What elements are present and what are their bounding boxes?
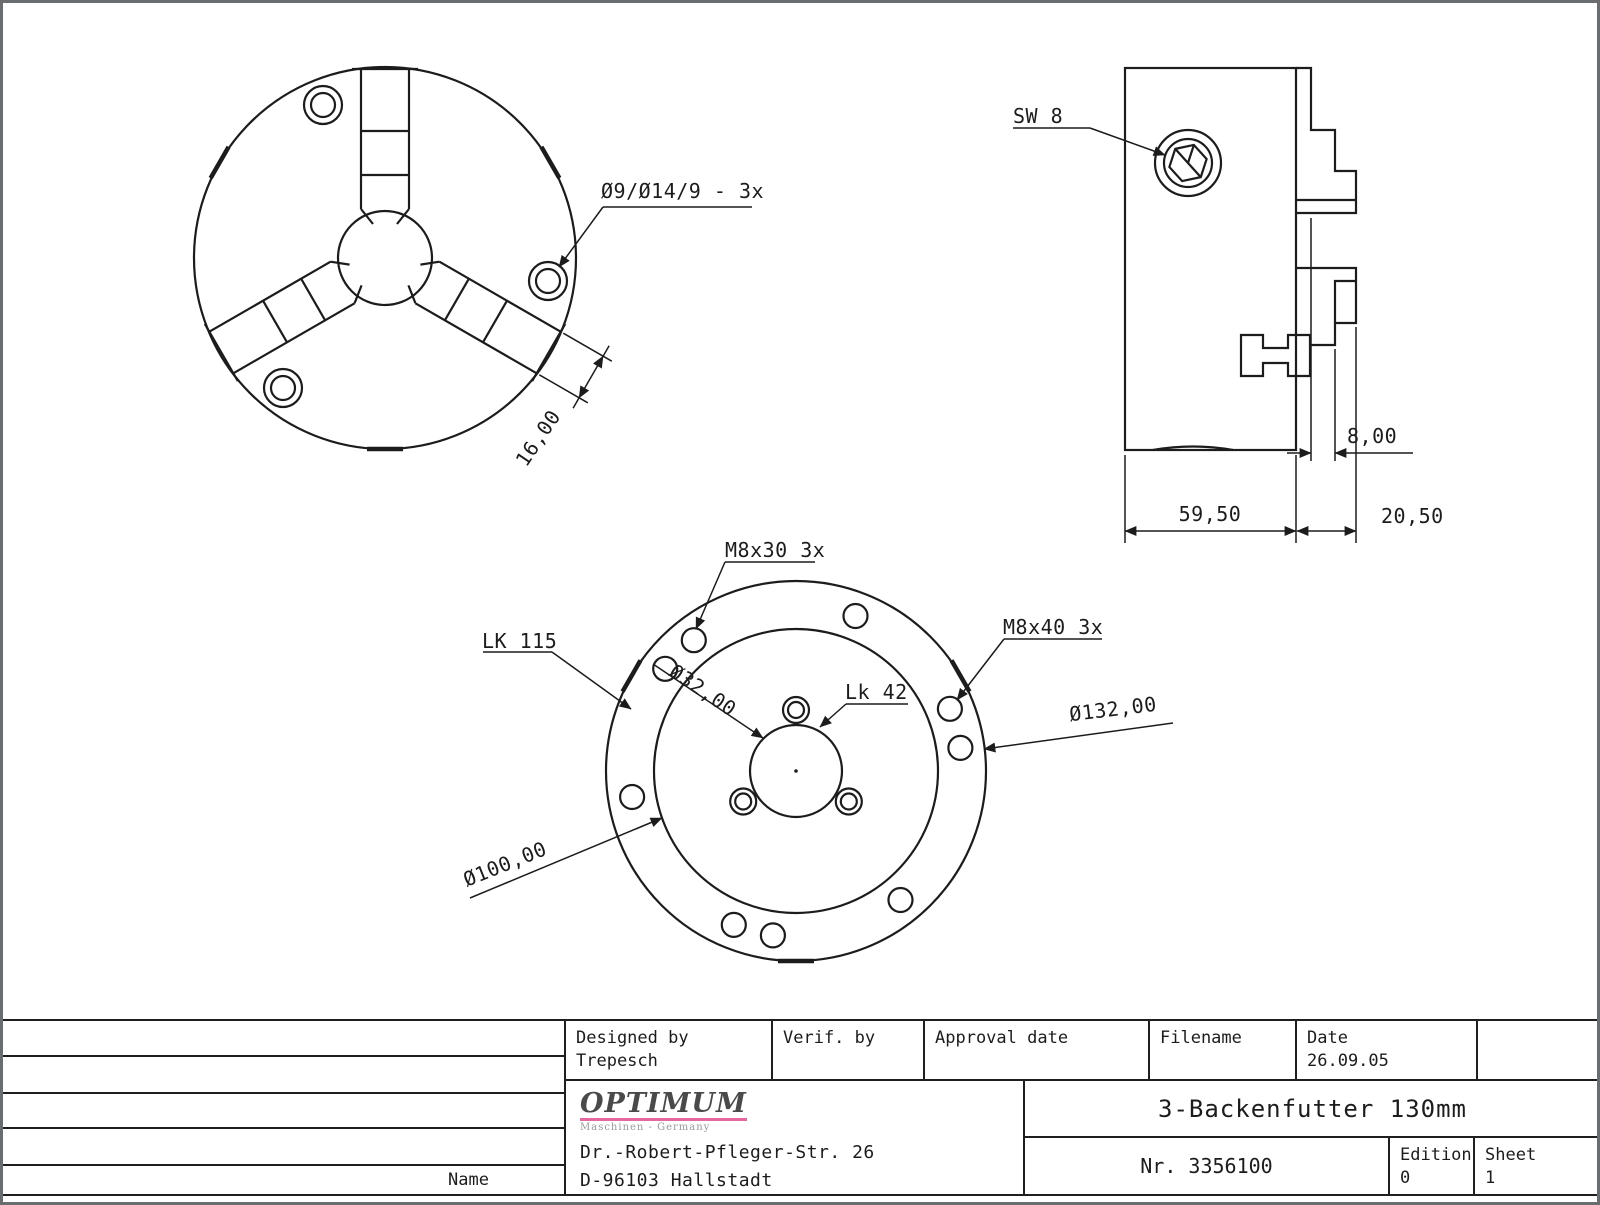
company-logo: OPTIMUM [580, 1090, 747, 1121]
drawing-number-cell [1023, 1136, 1388, 1196]
jaw-width-dimension [539, 333, 612, 408]
sheet-value: 1 [1485, 1168, 1496, 1188]
approval-date-label: Approval date [935, 1028, 1069, 1048]
drawing-number: Nr. 3356100 [1140, 1154, 1273, 1178]
drawing-title-cell [1023, 1079, 1600, 1136]
revision-row [3, 1092, 566, 1127]
lower-jaw-profile [1296, 268, 1356, 345]
front-screws-label: M8x30 3x [725, 538, 826, 562]
flange-dim-text: Ø132,00 [1067, 691, 1159, 727]
hex-socket-screw [1155, 130, 1221, 196]
company-tagline: Maschinen - Germany [580, 1122, 711, 1134]
company-cell [566, 1079, 1023, 1196]
side-view-dimensions [1125, 218, 1413, 543]
bolt-circle-label: LK 115 [482, 629, 558, 653]
sheet-cell [1473, 1136, 1600, 1196]
chuck-body-section [1125, 68, 1296, 450]
upper-jaw-profile [1296, 68, 1356, 213]
chuck-body-outline [194, 67, 576, 449]
rear-screws-label: M8x40 3x [1003, 615, 1104, 639]
edition-cell [1388, 1136, 1473, 1196]
revision-row [3, 1127, 566, 1164]
rear-view-leaders [470, 562, 1173, 898]
flange-screw-holes [620, 604, 972, 947]
edition-label: Edition [1400, 1145, 1472, 1165]
company-address-line1: Dr.-Robert-Pfleger-Str. 26 [580, 1142, 875, 1164]
verified-by-label: Verif. by [783, 1028, 876, 1048]
name-column-label: Name [448, 1170, 489, 1190]
chuck-center-bore [338, 211, 432, 305]
revision-row [3, 1055, 566, 1092]
front-view-drawing [194, 67, 752, 449]
filename-cell [1148, 1019, 1295, 1079]
designed-by-label: Designed by [576, 1028, 689, 1048]
name-row [3, 1164, 566, 1196]
jaw-guide-lower-left [398, 246, 565, 381]
hex-key-label: SW 8 [1013, 104, 1064, 128]
sheet-label: Sheet [1485, 1145, 1537, 1165]
center-bore-dim-text: Ø32,00 [665, 659, 741, 721]
filename-label: Filename [1160, 1028, 1242, 1048]
pilot-circle-label: Lk 42 [845, 680, 908, 704]
jaw-guide-top [352, 69, 418, 224]
spare-cell [1476, 1019, 1600, 1079]
jaw-guide-key-section [1241, 335, 1310, 376]
jaw-guide-lower-right [205, 246, 372, 381]
edition-value: 0 [1400, 1168, 1411, 1188]
revision-row [3, 1019, 566, 1055]
date-cell [1295, 1019, 1476, 1079]
hole-spec-label: Ø9/Ø14/9 - 3x [601, 179, 765, 203]
date-value: 26.09.05 [1307, 1051, 1389, 1071]
designed-by-value: Trepesch [576, 1051, 658, 1071]
hole-spec-leader [559, 207, 752, 267]
date-label: Date [1307, 1028, 1348, 1048]
company-address-line2: D-96103 Hallstadt [580, 1170, 773, 1192]
body-depth-dim-text: 59,50 [1178, 502, 1242, 526]
hex-key-leader [1013, 128, 1165, 155]
spigot-dim-text: Ø100,00 [459, 836, 551, 892]
jaw-step-dim-text: 8,00 [1347, 424, 1398, 448]
approval-date-cell [923, 1019, 1148, 1079]
verified-by-cell [771, 1019, 923, 1079]
jaw-height-dim-text: 20,50 [1381, 504, 1444, 528]
designed-by-cell [566, 1019, 771, 1079]
drawing-title: 3-Backenfutter 130mm [1158, 1094, 1467, 1123]
front-mounting-holes [264, 86, 567, 407]
side-view-drawing [1013, 68, 1413, 543]
jaw-width-dim-text: 16,00 [510, 405, 566, 471]
pilot-screw-holes [730, 697, 862, 815]
